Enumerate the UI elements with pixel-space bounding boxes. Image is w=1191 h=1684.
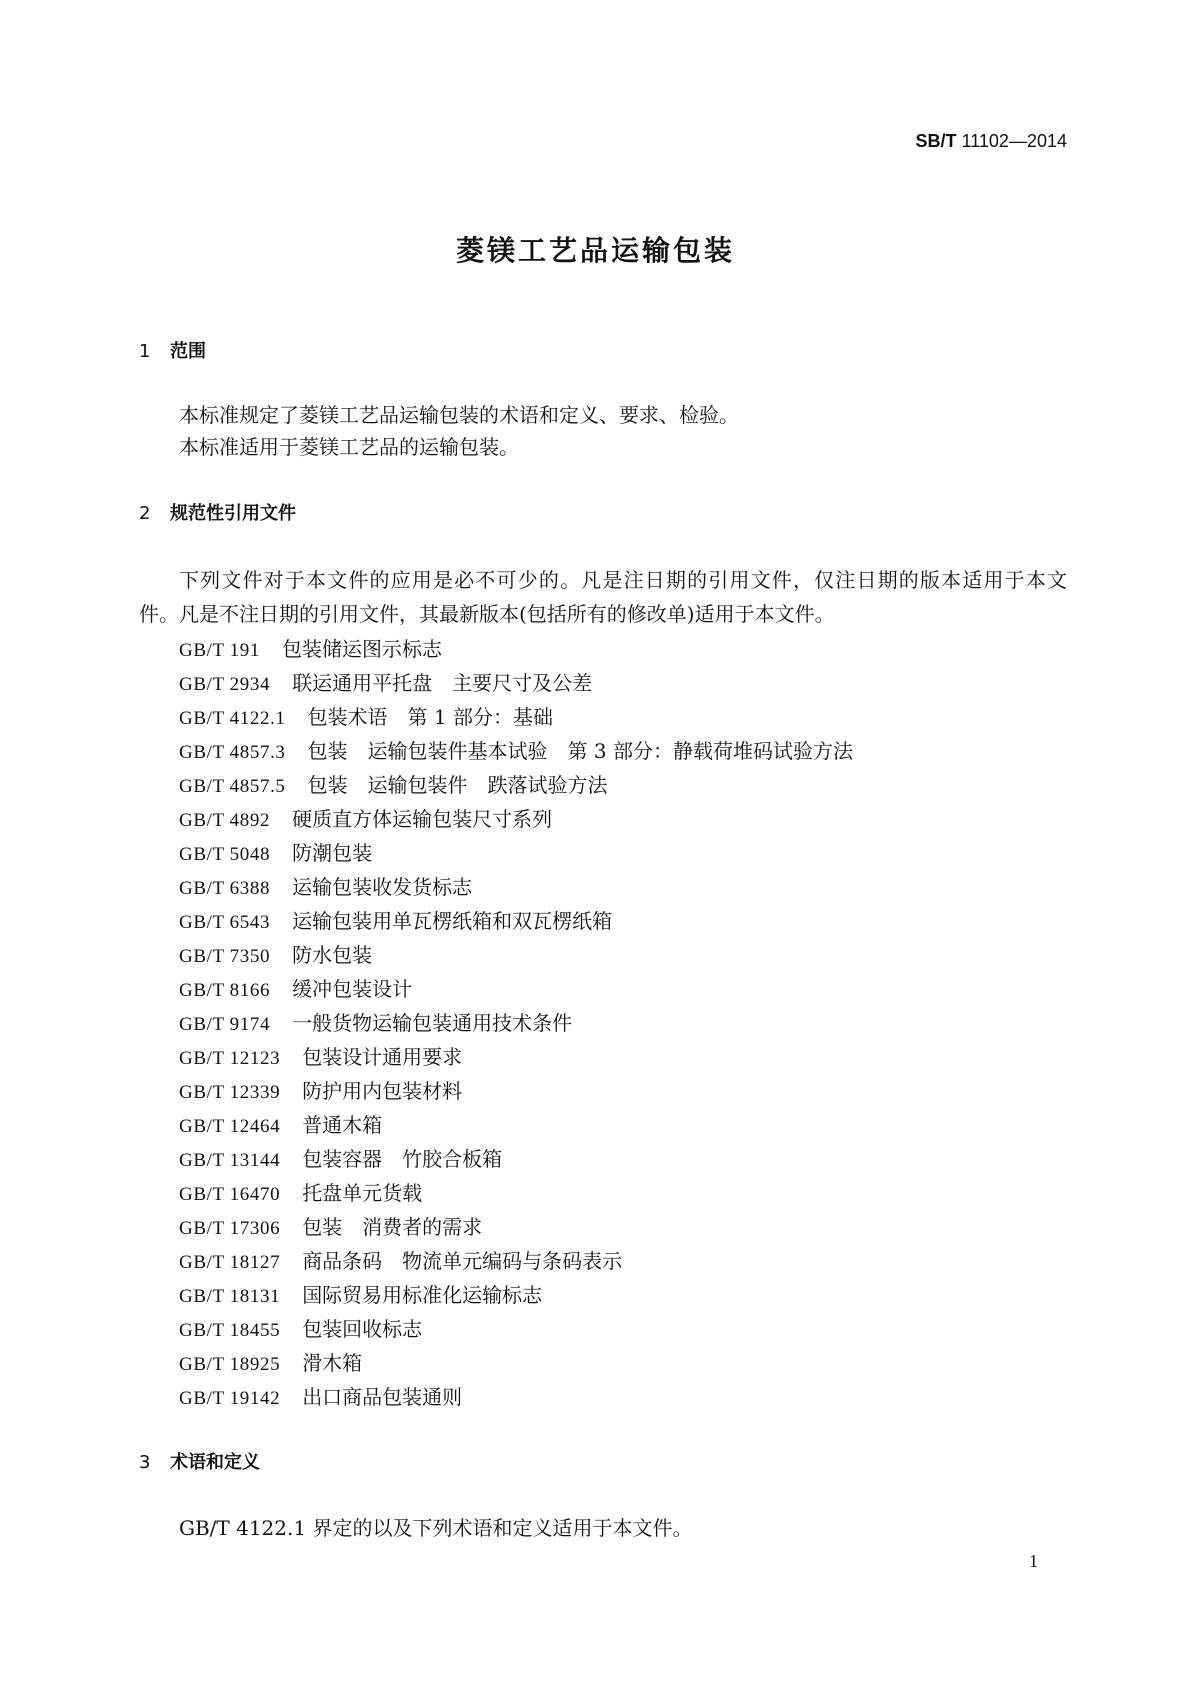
page-number: 1: [1029, 1551, 1038, 1571]
reference-code: GB/T 4857.3: [179, 742, 286, 763]
document-title: 菱镁工艺品运输包装: [455, 234, 735, 267]
reference-code: GB/T 12464: [179, 1116, 281, 1137]
reference-item: [179, 666, 853, 700]
reference-item: [179, 938, 853, 972]
reference-code: GB/T 8166: [179, 980, 271, 1001]
reference-title: 运输包装收发货标志: [292, 875, 473, 899]
reference-title: 联运通用平托盘 主要尺寸及公差: [292, 671, 593, 695]
reference-title: 硬质直方体运输包装尺寸系列: [292, 807, 553, 831]
section-title: 术语和定义: [170, 1452, 260, 1473]
reference-code: GB/T 5048: [179, 844, 271, 865]
section-number: 1: [139, 341, 151, 362]
reference-code: GB/T 4857.5: [179, 776, 286, 797]
references-intro-line-1: 下列文件对于本文件的应用是必不可少的。凡是注日期的引用文件，仅注日期的版本适用于本文: [179, 568, 1067, 592]
reference-title: 防水包装: [292, 943, 373, 967]
reference-item: [179, 904, 853, 938]
section-heading-terms-definitions: [139, 1450, 260, 1476]
reference-code: GB/T 9174: [179, 1014, 271, 1035]
section-title: 范围: [170, 341, 206, 362]
reference-item: [179, 1380, 853, 1414]
reference-item: [179, 734, 853, 768]
paragraph: 本标准规定了菱镁工艺品运输包装的术语和定义、要求、检验。: [179, 403, 739, 427]
paragraph: GB/T 4122.1 界定的以及下列术语和定义适用于本文件。: [179, 1516, 693, 1540]
reference-item: [179, 1006, 853, 1040]
references-intro-line-2: 件。凡是不注日期的引用文件，其最新版本(包括所有的修改单)适用于本文件。: [139, 602, 835, 626]
reference-title: 运输包装用单瓦楞纸箱和双瓦楞纸箱: [292, 909, 613, 933]
reference-title: 滑木箱: [302, 1351, 363, 1375]
reference-title: 包装设计通用要求: [302, 1045, 463, 1069]
reference-item: [179, 1108, 853, 1142]
reference-title: 一般货物运输包装通用技术条件: [292, 1011, 573, 1035]
reference-title: 包装储运图示标志: [282, 637, 442, 661]
reference-item: [179, 1176, 853, 1210]
reference-item: [179, 1142, 853, 1176]
reference-title: 出口商品包装通则: [302, 1385, 463, 1409]
paragraph: 本标准适用于菱镁工艺品的运输包装。: [179, 435, 519, 459]
reference-code: GB/T 18127: [179, 1252, 281, 1273]
reference-title: 包装 运输包装件 跌落试验方法: [307, 773, 608, 797]
reference-title: 国际贸易用标准化运输标志: [302, 1283, 543, 1307]
reference-code: GB/T 13144: [179, 1150, 281, 1171]
reference-title: 防潮包装: [292, 841, 373, 865]
reference-title: 包装 运输包装件基本试验 第 3 部分：静载荷堆码试验方法: [307, 739, 853, 763]
reference-item: [179, 700, 853, 734]
section-heading-scope: [139, 339, 206, 365]
reference-list: [179, 632, 853, 1414]
reference-code: GB/T 16470: [179, 1184, 281, 1205]
reference-title: 包装 消费者的需求: [302, 1215, 483, 1239]
reference-code: GB/T 4122.1: [179, 708, 286, 729]
reference-title: 防护用内包装材料: [302, 1079, 463, 1103]
reference-code: GB/T 18925: [179, 1354, 281, 1375]
reference-code: GB/T 2934: [179, 674, 271, 695]
reference-code: GB/T 12339: [179, 1082, 281, 1103]
section-number: 3: [139, 1452, 151, 1473]
reference-item: [179, 1244, 853, 1278]
reference-item: [179, 972, 853, 1006]
reference-code: GB/T 18455: [179, 1320, 281, 1341]
reference-title: 商品条码 物流单元编码与条码表示: [302, 1249, 623, 1273]
terms-paragraph: [179, 1511, 692, 1545]
reference-code: GB/T 6543: [179, 912, 271, 933]
reference-title: 包装回收标志: [302, 1317, 423, 1341]
reference-code: GB/T 19142: [179, 1388, 281, 1409]
reference-title: 托盘单元货载: [302, 1181, 423, 1205]
reference-code: GB/T 7350: [179, 946, 271, 967]
section-title: 规范性引用文件: [170, 503, 296, 524]
reference-code: GB/T 17306: [179, 1218, 281, 1239]
reference-item: [179, 768, 853, 802]
reference-item: [179, 1210, 853, 1244]
reference-code: GB/T 18131: [179, 1286, 281, 1307]
reference-item: [179, 1346, 853, 1380]
reference-item: [179, 632, 853, 666]
reference-code: GB/T 191: [179, 640, 260, 661]
reference-item: [179, 802, 853, 836]
reference-title: 包装容器 竹胶合板箱: [302, 1147, 503, 1171]
reference-item: [179, 836, 853, 870]
reference-title: 包装术语 第 1 部分：基础: [307, 705, 553, 729]
reference-item: [179, 1040, 853, 1074]
reference-item: [179, 1312, 853, 1346]
reference-title: 缓冲包装设计: [292, 977, 413, 1001]
scope-paragraphs: [179, 399, 739, 463]
standard-code-prefix: SB/T: [915, 131, 957, 151]
reference-code: GB/T 4892: [179, 810, 271, 831]
standard-code-number: 11102—2014: [956, 131, 1067, 151]
reference-title: 普通木箱: [302, 1113, 383, 1137]
reference-item: [179, 870, 853, 904]
reference-code: GB/T 12123: [179, 1048, 281, 1069]
reference-item: [179, 1278, 853, 1312]
reference-item: [179, 1074, 853, 1108]
section-heading-normative-references: [139, 501, 296, 527]
standard-code: [916, 128, 1067, 154]
reference-code: GB/T 6388: [179, 878, 271, 899]
section-number: 2: [139, 503, 151, 524]
